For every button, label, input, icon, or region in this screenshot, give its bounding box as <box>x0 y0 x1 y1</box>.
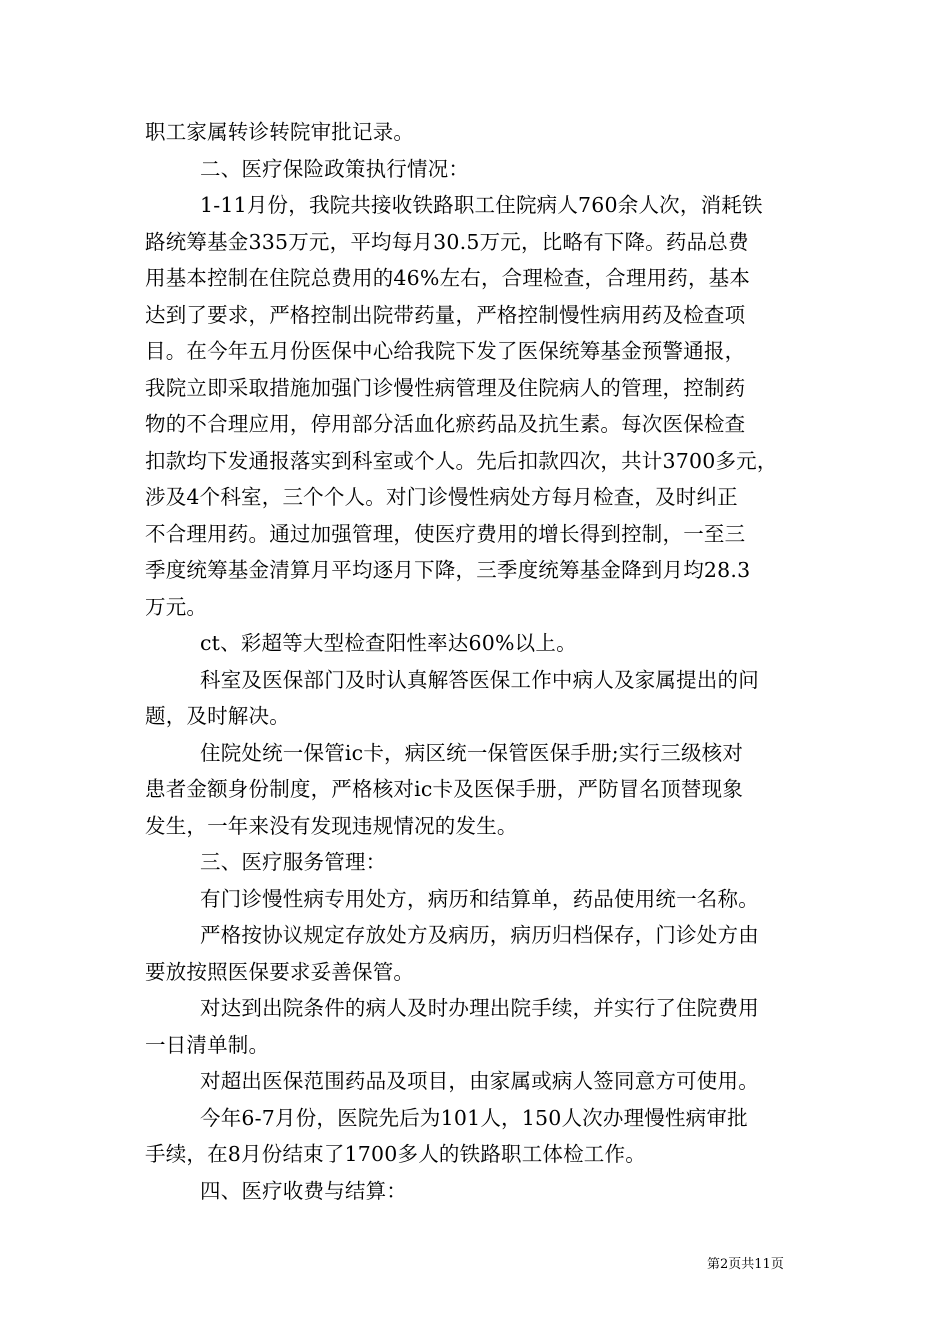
text-line-14: 万元。 <box>145 594 208 619</box>
text-line-7: 目。在今年五月份医保中心给我院下发了医保统筹基金预警通报， <box>145 339 746 363</box>
text-line-19: 患者金额身份制度，严格核对ic卡及医保手册，严防冒名顶替现象 <box>145 777 744 801</box>
text-line-28: 今年6-7月份，医院先后为101人，150人次办理慢性病审批 <box>200 1105 748 1130</box>
text-line-13: 季度统筹基金清算月平均逐月下降，三季度统筹基金降到月均28.3 <box>145 558 751 582</box>
text-line-1: 职工家属转诊转院审批记录。 <box>145 120 415 144</box>
text-line-6: 达到了要求，严格控制出院带药量，严格控制慢性病用药及检查项 <box>145 302 746 327</box>
page-number-footer: 第2页共11页 <box>707 1257 784 1272</box>
text-line-29: 手续，在8月份结束了1700多人的铁路职工体检工作。 <box>145 1142 646 1166</box>
text-line-26: 一日清单制。 <box>145 1032 270 1057</box>
text-line-27: 对超出医保范围药品及项目，由家属或病人签同意方可使用。 <box>200 1069 759 1093</box>
text-line-16: 科室及医保部门及时认真解答医保工作中病人及家属提出的问 <box>200 667 759 692</box>
text-line-24: 要放按照医保要求妥善保管。 <box>145 959 415 984</box>
text-line-17: 题，及时解决。 <box>145 704 290 728</box>
text-line-15: ct、彩超等大型检查阳性率达60%以上。 <box>200 631 577 655</box>
text-line-25: 对达到出院条件的病人及时办理出院手续，并实行了住院费用 <box>200 996 759 1020</box>
text-line-5: 用基本控制在住院总费用的46%左右，合理检查，合理用药，基本 <box>145 266 751 290</box>
text-line-8: 我院立即采取措施加强门诊慢性病管理及住院病人的管理，控制药 <box>145 375 746 400</box>
section-heading-2: 二、医疗保险政策执行情况： <box>200 156 470 181</box>
text-line-10: 扣款均下发通报落实到科室或个人。先后扣款四次，共计3700多元， <box>145 448 778 473</box>
section-heading-3: 三、医疗服务管理： <box>200 850 387 874</box>
text-line-23: 严格按协议规定存放处方及病历，病历归档保存，门诊处方由 <box>200 923 759 947</box>
document-body <box>145 114 815 1209</box>
text-line-11: 涉及4个科室，三个个人。对门诊慢性病处方每月检查，及时纠正 <box>145 485 738 509</box>
text-line-3: 1-11月份，我院共接收铁路职工住院病人760余人次，消耗铁 <box>200 193 763 217</box>
text-line-4: 路统筹基金335万元，平均每月30.5万元，比略有下降。药品总费 <box>145 229 749 254</box>
text-line-9: 物的不合理应用，停用部分活血化瘀药品及抗生素。每次医保检查 <box>145 412 746 436</box>
text-line-20: 发生，一年来没有发现违规情况的发生。 <box>145 813 518 838</box>
text-line-12: 不合理用药。通过加强管理，使医疗费用的增长得到控制，一至三 <box>145 521 746 546</box>
section-heading-4: 四、医疗收费与结算： <box>200 1178 407 1203</box>
text-line-22: 有门诊慢性病专用处方，病历和结算单，药品使用统一名称。 <box>200 886 759 911</box>
text-line-18: 住院处统一保管ic卡，病区统一保管医保手册;实行三级核对 <box>200 740 744 765</box>
